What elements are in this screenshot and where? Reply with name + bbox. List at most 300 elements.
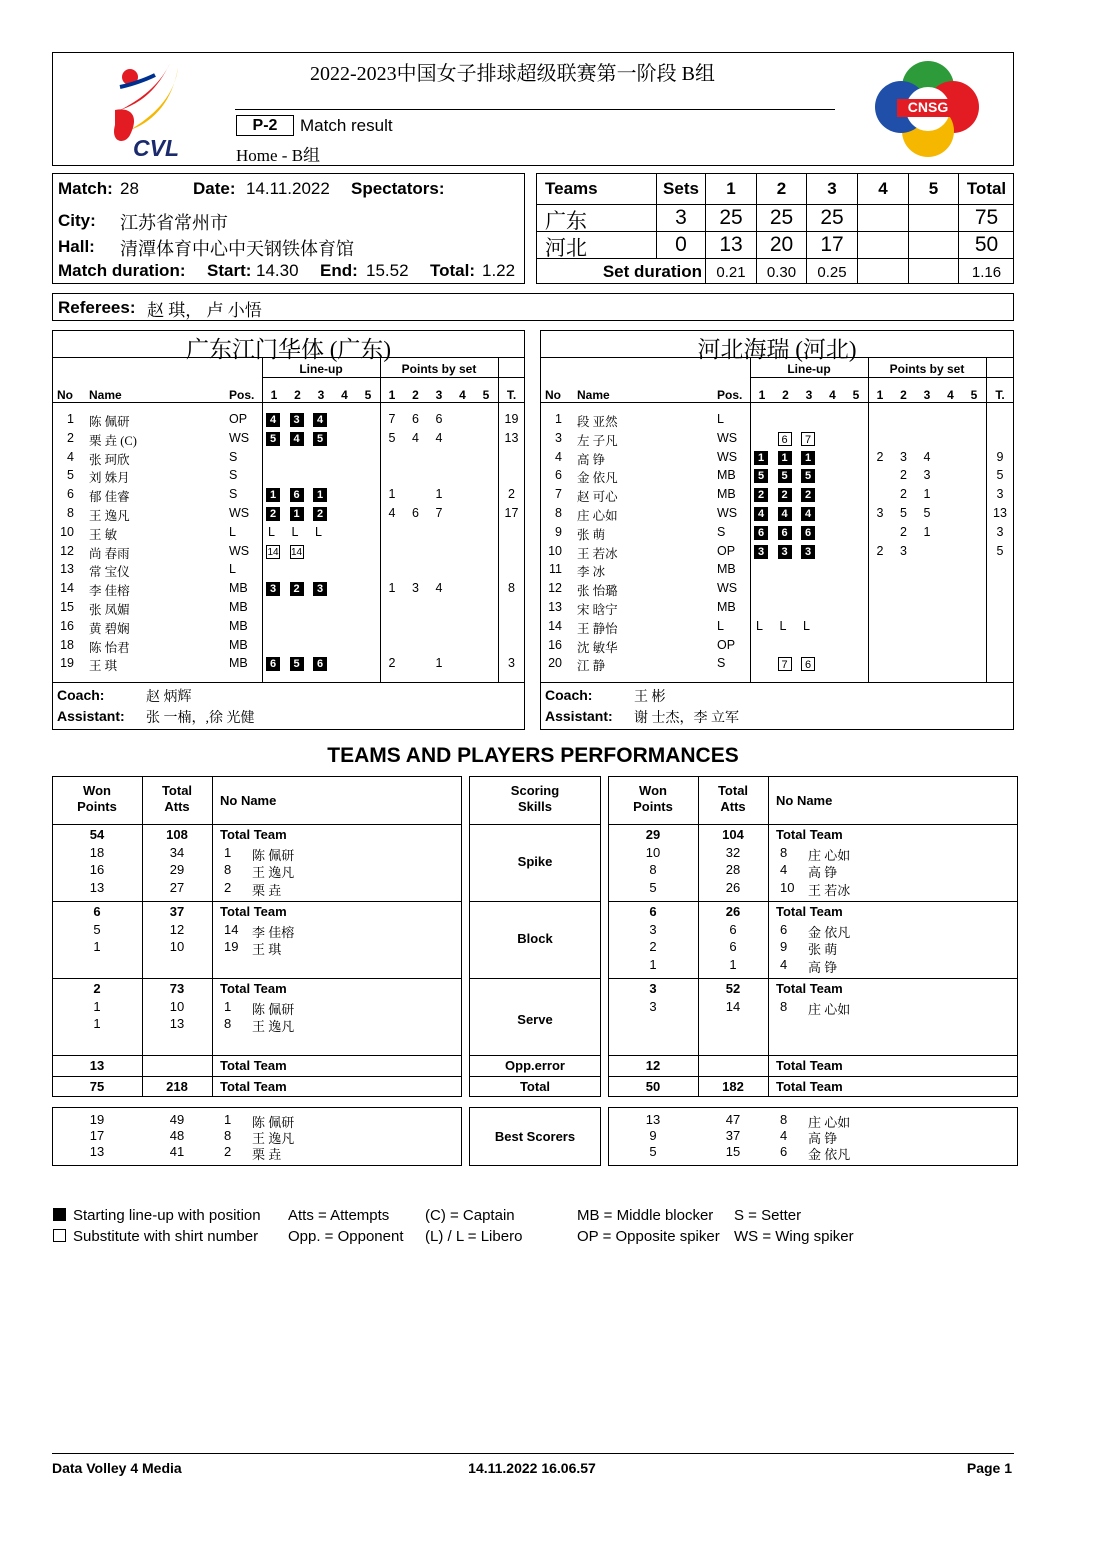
set-points: 5 — [900, 506, 907, 520]
player-number: 19 — [60, 656, 74, 671]
libero-marker: L — [779, 618, 787, 633]
player-position: WS — [717, 449, 738, 464]
player-total-points: 8 — [508, 581, 515, 596]
player-position: MB — [229, 656, 248, 671]
perf-divider — [768, 776, 769, 1097]
set-points: 3 — [900, 449, 907, 464]
perf-rule — [608, 978, 1018, 979]
player-name: 王 逸凡 — [252, 865, 295, 880]
footer-page: Page 1 — [966, 1460, 1012, 1476]
player-total-points: 3 — [996, 487, 1004, 502]
starting-position-box: 2 — [801, 488, 815, 502]
lineup-col-header: 3 — [805, 388, 813, 402]
won-points: 3 — [649, 921, 657, 937]
player-total-points: 9 — [996, 449, 1004, 464]
total-won-b: 50 — [645, 1079, 661, 1094]
total-atts: 10 — [169, 939, 185, 954]
starting-position-box: 6 — [266, 657, 280, 671]
player-name: 栗 垚 — [252, 1147, 282, 1162]
player-name: 江 静 — [577, 659, 606, 674]
player-total-points: 5 — [996, 468, 1004, 483]
set-points: 3 — [923, 468, 931, 483]
pos-header: Pos. — [229, 388, 255, 402]
sb-team-away: 河北 — [545, 236, 587, 260]
roster-divider — [750, 357, 751, 682]
player-position: MB — [229, 600, 248, 614]
best-scorers-label-box — [469, 1107, 601, 1166]
starting-position-box: 4 — [266, 413, 280, 427]
won-points-header: Won Points — [633, 783, 673, 814]
won-points: 6 — [93, 904, 101, 919]
player-number: 1 — [555, 412, 562, 426]
no-name-header: No Name — [776, 793, 833, 808]
starting-position-box: 3 — [266, 582, 280, 596]
player-number: 8 — [780, 998, 788, 1014]
best-scorer-atts: 15 — [725, 1144, 741, 1159]
substitute-box: 6 — [801, 657, 815, 671]
sb-head-teams: Teams — [545, 179, 598, 198]
perf-rule — [52, 901, 462, 902]
total-atts: 28 — [725, 862, 741, 877]
sb-team-home: 广东 — [545, 209, 587, 233]
total-atts: 32 — [725, 844, 741, 860]
city: 江苏省常州市 — [120, 213, 228, 233]
lineup-col-header: 1 — [758, 388, 766, 402]
starting-position-box: 5 — [313, 432, 327, 446]
duration-label: Match duration: — [58, 261, 186, 280]
coach-label: Coach: — [57, 687, 105, 703]
player-position: OP — [717, 543, 736, 558]
player-position: L — [717, 618, 724, 633]
footer-left: Data Volley 4 Media — [52, 1460, 182, 1476]
starting-position-box: 1 — [754, 451, 768, 465]
player-name: 陈 佩研 — [252, 847, 295, 863]
skill-serve: Serve — [517, 1012, 553, 1027]
won-points: 5 — [93, 921, 101, 937]
total-team-label: Total Team — [220, 981, 287, 996]
roster-rule — [262, 377, 525, 378]
won-points: 10 — [645, 844, 661, 860]
player-number: 8 — [555, 506, 562, 520]
total-atts: 52 — [725, 981, 741, 996]
player-name: 张 凤媚 — [89, 603, 130, 617]
starting-position-box: 4 — [778, 507, 792, 521]
code-box: P-2 — [236, 115, 294, 136]
sb-away-s3: 17 — [820, 233, 844, 256]
best-scorer-atts: 49 — [169, 1112, 185, 1127]
cnsg-logo-text: CNSG — [907, 99, 949, 115]
player-name: 沈 敏华 — [577, 640, 618, 655]
player-number: 10 — [60, 524, 74, 539]
set-points: 1 — [435, 656, 443, 671]
starting-position-box: 5 — [778, 469, 792, 483]
perf-divider — [698, 776, 699, 1097]
player-position: L — [717, 412, 724, 426]
set-points: 5 — [388, 430, 396, 445]
perf-rule — [608, 1076, 1018, 1077]
player-number: 8 — [224, 862, 232, 877]
total-team-label: Total Team — [776, 827, 843, 842]
player-name: 常 宝仪 — [89, 565, 130, 580]
lineup-col-header: 1 — [270, 388, 278, 402]
player-total-points: 3 — [996, 524, 1004, 539]
best-scorers-a — [52, 1107, 462, 1166]
set-points: 1 — [435, 487, 443, 502]
starting-position-box: 3 — [290, 413, 304, 427]
player-position: S — [229, 468, 238, 483]
best-scorer-atts: 47 — [725, 1112, 741, 1127]
total-atts-header: Total Atts — [161, 783, 193, 814]
starting-position-box: 2 — [313, 507, 327, 521]
player-number: 14 — [60, 581, 74, 596]
player-total-points: 5 — [996, 543, 1004, 558]
player-name: 李 佳榕 — [252, 924, 295, 940]
player-number: 2 — [224, 1144, 232, 1159]
player-name: 高 铮 — [808, 959, 838, 975]
won-points: 3 — [649, 981, 657, 996]
set-duration-label: Set duration — [602, 262, 702, 281]
total-label: Total: — [430, 261, 476, 280]
footer-timestamp: 14.11.2022 16.06.57 — [468, 1460, 596, 1476]
set-points: 7 — [435, 506, 443, 520]
points-header: Points by set — [889, 362, 965, 376]
player-number: 1 — [224, 998, 232, 1014]
perf-rule — [469, 1076, 601, 1077]
sb-home-s2: 25 — [769, 206, 794, 229]
scoreboard-rule — [536, 204, 1014, 205]
player-name: 庄 心如 — [808, 1001, 851, 1017]
lineup-col-header: 2 — [782, 388, 789, 402]
won-points: 5 — [649, 879, 657, 895]
spectators-label: Spectators: — [351, 179, 445, 198]
points-col-header: 2 — [900, 388, 907, 402]
sb-head-set2: 2 — [776, 179, 787, 198]
team-name: 河北海瑞 (河北) — [697, 337, 857, 362]
legend-substitute: Substitute with shirt number — [73, 1228, 259, 1245]
player-position: WS — [717, 581, 738, 596]
won-points: 6 — [649, 904, 657, 919]
total-label: Total — [519, 1079, 551, 1094]
player-position: S — [717, 656, 726, 671]
legend-captain: (C) = Captain — [425, 1207, 515, 1224]
legend-ws: WS = Wing spiker — [734, 1228, 854, 1245]
starting-position-box: 1 — [778, 451, 792, 465]
perf-rule — [469, 978, 601, 979]
set-points: 4 — [435, 581, 443, 596]
player-name: 张 珂欣 — [89, 452, 130, 467]
set-points: 1 — [388, 487, 396, 502]
total-atts: 12 — [169, 921, 185, 937]
set-points: 2 — [900, 468, 907, 483]
won-points-header: Won Points — [77, 783, 117, 814]
player-position: S — [229, 487, 238, 502]
player-name: 王 逸凡 — [252, 1019, 295, 1034]
player-name: 王 静怡 — [577, 621, 618, 636]
libero-marker: L — [756, 618, 763, 633]
player-name: 高 铮 — [577, 452, 606, 467]
player-name: 王 逸凡 — [252, 1131, 295, 1146]
player-position: MB — [229, 637, 248, 652]
player-name: 庄 心如 — [577, 509, 618, 523]
starting-position-box: 6 — [313, 657, 327, 671]
player-number: 11 — [549, 562, 562, 577]
won-points: 2 — [649, 939, 657, 954]
won-points: 54 — [89, 827, 105, 842]
starting-position-box: 5 — [266, 432, 280, 446]
points-col-header: 5 — [970, 388, 978, 402]
total-duration: 1.22 — [482, 261, 516, 280]
player-number: 6 — [780, 921, 788, 937]
player-name: 栗 垚 (C) — [89, 433, 137, 448]
libero-marker: L — [291, 524, 299, 539]
scoring-skills-header: Scoring Skills — [510, 783, 560, 814]
player-number: 8 — [780, 1112, 788, 1127]
player-name: 王 琪 — [89, 659, 118, 674]
opp-error-b: 12 — [645, 1058, 661, 1073]
points-header: Points by set — [401, 362, 477, 376]
sb-away-s1: 13 — [719, 233, 743, 256]
won-points: 13 — [89, 879, 105, 895]
starting-position-box: 2 — [754, 488, 768, 502]
set-points: 3 — [900, 543, 907, 558]
best-scorer-atts: 37 — [725, 1128, 741, 1143]
lineup-col-header: 3 — [317, 388, 325, 402]
player-number: 5 — [67, 468, 74, 483]
starting-position-box: 4 — [754, 507, 768, 521]
lineup-header: Line-up — [787, 362, 831, 376]
starting-position-box: 4 — [313, 413, 327, 427]
player-number: 6 — [780, 1144, 788, 1159]
substitute-box: 14 — [290, 546, 303, 558]
player-name: 左 子凡 — [577, 433, 618, 448]
starting-position-box: 5 — [290, 657, 304, 671]
starting-position-box: 6 — [290, 488, 304, 502]
starting-position-box: 1 — [290, 507, 304, 521]
opp-error-a: 13 — [89, 1058, 105, 1073]
player-number: 6 — [67, 487, 74, 502]
total-atts: 73 — [169, 981, 185, 996]
player-number: 1 — [224, 844, 232, 860]
points-col-header: 5 — [482, 388, 490, 402]
set-points: 2 — [876, 543, 884, 558]
player-total-points: 13 — [993, 506, 1007, 520]
player-number: 9 — [780, 939, 788, 954]
perf-team-b — [608, 776, 1018, 1097]
player-position: WS — [229, 506, 250, 520]
total-team-label: Total Team — [220, 1058, 287, 1073]
player-number: 4 — [67, 449, 74, 464]
player-position: WS — [229, 543, 250, 558]
player-position: MB — [717, 468, 736, 483]
perf-rule — [469, 824, 601, 825]
total-won-a: 75 — [89, 1079, 105, 1094]
set-points: 4 — [388, 506, 396, 520]
total-atts: 26 — [725, 904, 741, 919]
set-points: 2 — [900, 487, 907, 502]
player-number: 2 — [67, 430, 74, 445]
total-atts: 108 — [166, 827, 188, 842]
coach-name: 赵 炳辉 — [146, 690, 192, 705]
lineup-col-header: 2 — [294, 388, 301, 402]
player-position: WS — [717, 506, 738, 520]
player-name: 高 铮 — [808, 865, 838, 880]
sb-head-set5: 5 — [928, 179, 939, 198]
total-team-label: Total Team — [776, 1079, 843, 1094]
perf-rule — [608, 1055, 1018, 1056]
lineup-col-header: 5 — [364, 388, 372, 402]
player-number: 1 — [224, 1112, 232, 1127]
cvl-logo-text: CVL — [133, 135, 179, 161]
start-label: Start: — [207, 261, 252, 280]
total-atts-b: 182 — [722, 1079, 744, 1094]
end-time: 15.52 — [366, 261, 409, 280]
player-name: 李 冰 — [577, 565, 606, 580]
name-header: Name — [89, 388, 122, 402]
starting-lineup-swatch — [53, 1208, 66, 1221]
skill-block: Block — [517, 930, 553, 946]
set-duration-total: 1.16 — [971, 264, 1002, 281]
player-number: 14 — [224, 921, 239, 937]
referees-label: Referees: — [58, 298, 136, 317]
roster-rule — [750, 377, 1014, 378]
player-number: 14 — [548, 618, 562, 633]
set-points: 4 — [435, 430, 443, 445]
set-points: 1 — [923, 487, 931, 502]
total-atts: 27 — [169, 879, 185, 895]
lineup-col-header: 5 — [852, 388, 860, 402]
won-points: 1 — [93, 939, 101, 954]
best-scorer-points: 9 — [649, 1128, 657, 1143]
total-atts: 6 — [729, 921, 737, 937]
player-position: L — [229, 562, 236, 577]
starting-position-box: 2 — [290, 582, 304, 596]
player-name: 赵 可心 — [577, 490, 618, 505]
footer-rule — [52, 1453, 1014, 1454]
player-name: 庄 心如 — [808, 847, 851, 863]
perf-rule — [52, 1076, 462, 1077]
total-header: T. — [995, 388, 1005, 402]
set-points: 6 — [435, 412, 443, 426]
player-name: 栗 垚 — [252, 882, 282, 898]
sb-head-set4: 4 — [878, 179, 888, 198]
perf-divider — [212, 776, 213, 1097]
total-team-label: Total Team — [776, 904, 843, 919]
legend-opp: Opp. = Opponent — [288, 1228, 404, 1245]
won-points: 1 — [93, 998, 101, 1014]
starting-position-box: 4 — [801, 507, 815, 521]
substitute-swatch — [53, 1229, 66, 1242]
player-number: 10 — [548, 543, 562, 558]
won-points: 2 — [93, 981, 101, 996]
subtitle: Match result — [300, 116, 393, 135]
set-points: 2 — [900, 524, 907, 539]
perf-rule — [608, 824, 1018, 825]
substitute-box: 14 — [267, 546, 279, 558]
starting-position-box: 5 — [801, 469, 815, 483]
pos-header: Pos. — [717, 388, 743, 402]
opp-error-label: Opp.error — [505, 1058, 565, 1073]
starting-position-box: 3 — [313, 582, 327, 596]
match-label: Match: — [58, 179, 113, 198]
won-points: 8 — [649, 862, 657, 877]
best-scorers-b — [608, 1107, 1018, 1166]
starting-position-box: 6 — [801, 526, 815, 540]
player-name: 金 依凡 — [808, 1147, 851, 1162]
match-date: 14.11.2022 — [246, 179, 330, 198]
perf-rule — [469, 1055, 601, 1056]
player-position: WS — [717, 430, 738, 445]
player-number: 4 — [780, 1128, 788, 1143]
player-name: 宋 晗宁 — [577, 603, 618, 617]
performance-title: TEAMS AND PLAYERS PERFORMANCES — [327, 744, 739, 767]
player-name: 王 逸凡 — [89, 509, 130, 523]
player-number: 1 — [67, 412, 74, 426]
legend-op: OP = Opposite spiker — [577, 1228, 720, 1245]
sb-home-s3: 25 — [820, 206, 844, 229]
player-number: 8 — [224, 1128, 232, 1143]
set-points: 6 — [412, 506, 419, 520]
set-points: 6 — [412, 412, 419, 426]
player-position: MB — [717, 562, 736, 577]
best-scorer-points: 19 — [89, 1112, 105, 1127]
total-atts: 104 — [722, 827, 744, 842]
starting-position-box: 1 — [313, 488, 327, 502]
referees-names: 赵 琪， 卢 小悟 — [147, 301, 262, 320]
assistant-names: 谢 士杰，李 立军 — [634, 711, 739, 726]
total-atts: 6 — [729, 939, 737, 954]
player-name: 金 依凡 — [577, 471, 618, 486]
set-points: 2 — [388, 656, 396, 671]
player-name: 李 佳榕 — [89, 584, 130, 599]
player-total-points: 19 — [504, 412, 519, 426]
match-number: 28 — [120, 179, 139, 198]
perf-team-a — [52, 776, 462, 1097]
roster-rule — [52, 357, 525, 358]
player-name: 张 萌 — [808, 942, 838, 957]
legend-mb: MB = Middle blocker — [577, 1207, 714, 1224]
player-name: 庄 心如 — [808, 1115, 851, 1130]
starting-position-box: 2 — [266, 507, 280, 521]
roster-rule — [540, 357, 1014, 358]
best-scorer-points: 17 — [89, 1128, 105, 1143]
player-name: 郁 佳睿 — [89, 490, 130, 505]
no-header: No — [57, 388, 73, 402]
no-header: No — [545, 388, 561, 402]
sb-head-set3: 3 — [827, 179, 837, 198]
sb-away-sets: 0 — [675, 233, 687, 256]
points-col-header: 1 — [876, 388, 884, 402]
set-duration-2: 0.30 — [766, 264, 797, 281]
points-col-header: 1 — [388, 388, 396, 402]
substitute-box: 7 — [778, 657, 792, 671]
team-b-roster — [540, 330, 1014, 730]
player-number: 20 — [548, 656, 562, 671]
scoreboard-rule — [536, 231, 1014, 232]
player-number: 8 — [224, 1016, 232, 1031]
perf-rule — [52, 1055, 462, 1056]
assistant-label: Assistant: — [57, 708, 125, 724]
player-number: 7 — [555, 487, 562, 502]
roster-rule — [540, 402, 1014, 403]
total-team-label: Total Team — [220, 904, 287, 919]
page-title: 2022-2023中国女子排球超级联赛第一阶段 B组 — [310, 63, 715, 85]
set-duration-3: 0.25 — [817, 264, 847, 281]
starting-position-box: 2 — [778, 488, 792, 502]
total-atts: 26 — [725, 879, 741, 895]
player-position: L — [229, 524, 236, 539]
player-total-points: 13 — [504, 430, 519, 445]
player-number: 16 — [548, 637, 562, 652]
